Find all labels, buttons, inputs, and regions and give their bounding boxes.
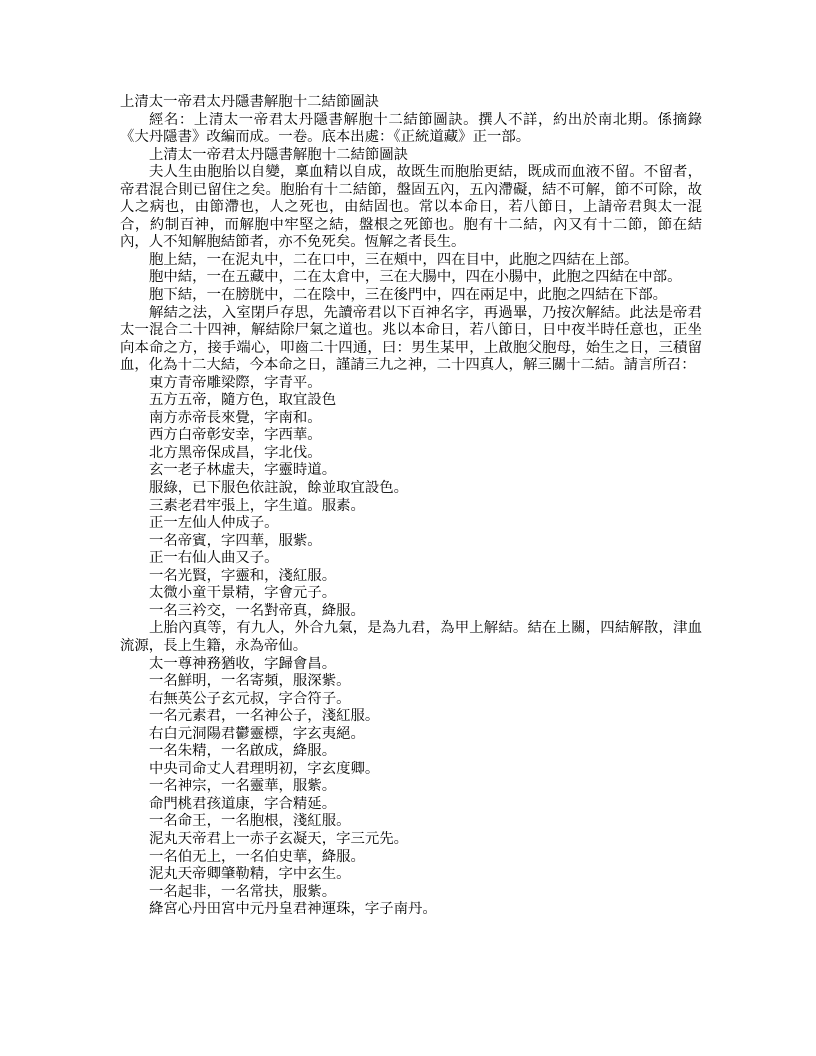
paragraph: 胞中結，一在五藏中，二在太倉中，三在大腸中，四在小腸中，此胞之四結在中部。 [149,269,682,286]
deity-entry: 一名命王，一名胞根，淺紅服。 [149,813,351,830]
paragraph: 夫人生由胞胎以自變，稟血精以自成，故既生而胞胎更結，既成而血液不留。不留者，帝君混合則已留住之矣。胞胎有十二結節，盤固五內，五內滯礙，結不可解，節不可除，故人之病也，由節滯也，人之死也，由結固也。常以本命日，若八節日，上請帝君與太一混合，約制百神，而解胞中牢堅之結，盤根之死節也。胞有十二結，內又有十二節，節在結內，人不知解胞結節者，亦不免死矣。恆解之者長生。 [120,164,702,251]
deity-entry: 一名鮮明，一名寄頻，服深紫。 [149,673,351,690]
deity-entry: 一名伯无上，一名伯史華，絳服。 [149,848,365,865]
deity-entry: 泥丸天帝卿肇勒精，字中玄生。 [149,866,351,883]
deity-entry: 正一左仙人仲成子。 [149,515,279,532]
deity-entry: 一名光賢，字靈和，淺紅服。 [149,567,337,584]
deity-entry: 服綠，已下服色依註說，餘並取宜設色。 [149,480,409,497]
paragraph: 胞上結，一在泥丸中，二在口中，三在頰中，四在目中，此胞之四結在上部。 [149,251,639,268]
deity-entry: 一名帝賓，字四華，服紫。 [149,532,322,549]
deity-entry: 一名三衿交，一名對帝真，絳服。 [149,602,365,619]
deity-entry: 玄一老子林虛夫，字靈時道。 [149,462,337,479]
deity-entry: 西方白帝彰安幸，字西華。 [149,427,322,444]
deity-entry: 五方五帝，隨方色，取宜設色 [149,392,337,409]
deity-entry: 一名元素君，一名神公子，淺紅服。 [149,708,380,725]
deity-entry: 北方黑帝保成昌，字北伐。 [149,444,322,461]
scripture-info-paragraph: 經名：上清太一帝君太丹隱書解胞十二結節圖訣。撰人不詳，約出於南北期。係摘錄《大丹隱書》改編而成。一卷。底本出處：《正統道藏》正一部。 [120,111,702,146]
deity-entry: 命門桃君孩道康，字合精延。 [149,795,337,812]
deity-entry: 右無英公子玄元叔，字合符子。 [149,690,351,707]
deity-entry: 泥丸天帝君上一赤子玄凝天，字三元先。 [149,830,409,847]
deity-entry: 太一尊神務猶收，字歸會昌。 [149,655,337,672]
deity-entry: 東方青帝雕梁際，字青平。 [149,374,322,391]
deity-entry: 一名起非，一名常扶，服紫。 [149,883,337,900]
deity-entry: 絳宮心丹田宮中元丹皇君神運珠，字子南丹。 [149,901,437,918]
paragraph: 上胎內真等，有九人，外合九氣，是為九君，為甲上解結。結在上關，四結解散，津血流源，長上生籍，永為帝仙。 [120,620,702,654]
deity-entry: 正一右仙人曲又子。 [149,550,279,567]
deity-entry: 一名神宗，一名靈華，服紫。 [149,778,337,795]
document-page [120,94,702,919]
section-heading: 上清太一帝君太丹隱書解胞十二結節圖訣 [149,146,409,163]
deity-entry: 右白元洞陽君鬱靈標，字玄夷絕。 [149,725,365,742]
paragraph: 解結之法，入室閉戶存思，先讀帝君以下百神名字，再過畢，乃按次解結。此法是帝君太一混合二十四神，解結除尸氣之道也。兆以本命日，若八節日，日中夜半時任意也，正坐向本命之方，接手端心，叩齒二十四通，曰：男生某甲，上啟胞父胞母，始生之日，三積留血，化為十二大結，今本命之日，謹請三九之神，二十四真人，解三關十二結。請言所召： [120,304,702,374]
deity-entry: 南方赤帝長來覺，字南和。 [149,409,322,426]
deity-entry: 一名朱精，一名啟成，絳服。 [149,743,337,760]
deity-entry: 三素老君牢張上，字生道。服素。 [149,497,365,514]
deity-entry: 中央司命丈人君理明初，字玄度卿。 [149,760,380,777]
paragraph: 胞下結，一在膀胱中，二在陰中，三在後門中，四在兩足中，此胞之四結在下部。 [149,287,668,304]
document-title: 上清太一帝君太丹隱書解胞十二結節圖訣 [120,94,380,110]
deity-entry: 太微小童干景精，字會元子。 [149,585,337,602]
